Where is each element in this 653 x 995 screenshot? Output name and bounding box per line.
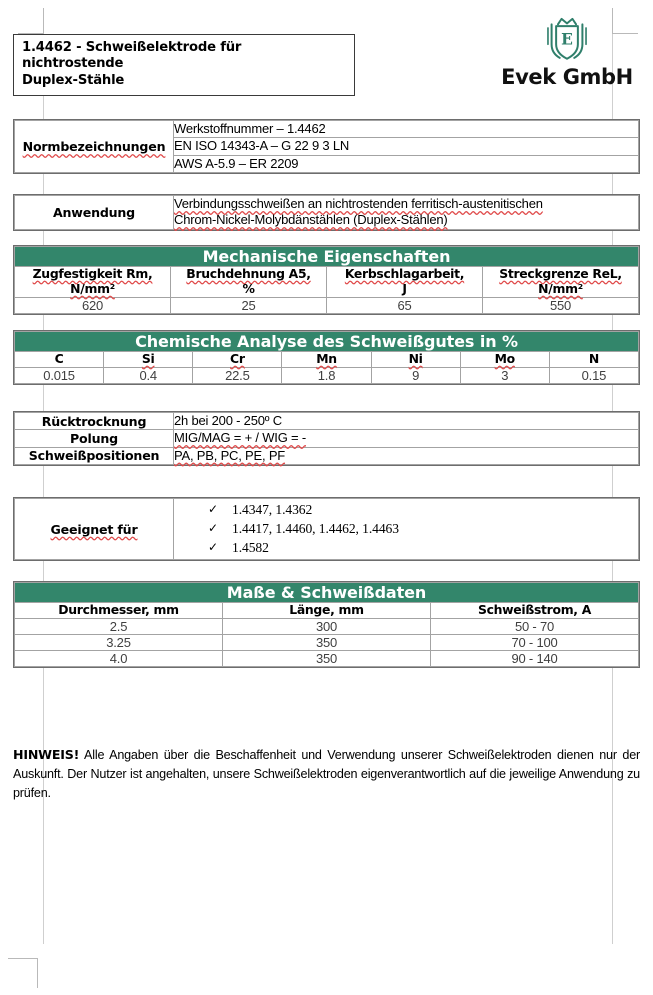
cell-length: 350 [223, 634, 431, 650]
cell-elongation: 25 [171, 297, 327, 313]
cell-element-mn: 1.8 [282, 367, 371, 383]
column-header-tensile-strength: Zugfestigkeit Rm, N/mm² [15, 267, 171, 298]
cell-element-c: 0.015 [15, 367, 104, 383]
notice-prefix: HINWEIS! [13, 747, 80, 762]
checkmark-icon: ✓ [208, 539, 218, 554]
table-row [15, 650, 639, 666]
notice-text [13, 745, 640, 803]
dimensions-heading: Maße & Schweißdaten [15, 583, 639, 603]
norm-designations-label: Normbezeichnungen [15, 121, 174, 173]
table-row [15, 583, 639, 603]
cell-element-cr: 22.5 [193, 367, 282, 383]
checkmark-icon: ✓ [208, 502, 218, 516]
application-value: Verbindungsschweißen an nichtrostenden ferritisch-austenitischen Chrom-Nickel-Molybdänstählen (Duplex-Stählen) [174, 196, 639, 230]
cell-diameter: 3.25 [15, 634, 223, 650]
column-header-impact-energy: Kerbschlagarbeit, J [327, 267, 483, 298]
table-row [15, 618, 639, 634]
norm-designations-value: EN ISO 14343-A – G 22 9 3 LN [174, 138, 639, 155]
cell-element-n: 0.15 [549, 367, 638, 383]
table-row [15, 499, 639, 560]
table-row [15, 196, 639, 230]
row-value-welding-positions: PA, PB, PC, PE, PF [174, 447, 639, 464]
list-item [174, 501, 638, 520]
checkmark-icon: ✓ [208, 520, 218, 535]
cell-length: 300 [223, 618, 431, 634]
list-item-label: 1.4347, 1.4362 [232, 502, 313, 517]
crop-mark-top-left [18, 8, 44, 34]
process-parameters-block [13, 411, 640, 466]
column-header-length: Länge, mm [223, 603, 431, 619]
table-row [15, 267, 639, 298]
dimensions-welding-data-block [13, 581, 640, 668]
table-row [15, 430, 639, 447]
shield-crown-e-logo-icon [538, 8, 596, 66]
table-row [15, 297, 639, 313]
chemical-analysis-heading: Chemische Analyse des Schweißgutes in % [15, 332, 639, 352]
cell-diameter: 2.5 [15, 618, 223, 634]
application-block [13, 194, 640, 231]
list-item [174, 520, 638, 539]
column-header-element-mo: Mo [460, 352, 549, 368]
table-row [15, 603, 639, 619]
cell-element-mo: 3 [460, 367, 549, 383]
column-header-diameter: Durchmesser, mm [15, 603, 223, 619]
mechanical-properties-block [13, 245, 640, 315]
cell-diameter: 4.0 [15, 650, 223, 666]
chemical-analysis-block [13, 330, 640, 385]
list-item-label: 1.4417, 1.4460, 1.4462, 1.4463 [232, 520, 399, 536]
suitable-for-block [13, 497, 640, 561]
table-row [15, 352, 639, 368]
suitable-for-label: Geeignet für [15, 499, 174, 560]
table-row [15, 447, 639, 464]
crop-mark-bottom-left [8, 958, 38, 988]
column-header-element-c: C [15, 352, 104, 368]
page-title-line-1: 1.4462 - Schweißelektrode für nichtrostende [22, 40, 242, 72]
table-row [15, 332, 639, 352]
row-label-redrying: Rücktrocknung [15, 413, 174, 430]
column-header-yield-strength: Streckgrenze ReL, N/mm² [483, 267, 639, 298]
cell-welding-current: 50 - 70 [431, 618, 639, 634]
column-header-element-si: Si [104, 352, 193, 368]
suitable-for-list-cell [174, 499, 639, 560]
mechanical-properties-heading: Mechanische Eigenschaften [15, 247, 639, 267]
column-header-element-ni: Ni [371, 352, 460, 368]
application-label: Anwendung [15, 196, 174, 230]
table-row [15, 247, 639, 267]
column-header-element-cr: Cr [193, 352, 282, 368]
row-label-welding-positions: Schweißpositionen [15, 447, 174, 464]
cell-tensile-strength: 620 [15, 297, 171, 313]
cell-welding-current: 70 - 100 [431, 634, 639, 650]
norm-designations-value: AWS A-5.9 – ER 2209 [174, 155, 639, 172]
row-value-redrying: 2h bei 200 - 250º C [174, 413, 639, 430]
suitable-for-list [174, 499, 638, 559]
cell-length: 350 [223, 650, 431, 666]
notice-body: Alle Angaben über die Beschaffenheit und Verwendung unserer Schweißelektroden dienen nur der Auskunft. Der Nutzer ist angehalten, unsere Schweißelektroden eigenverantwortlich auf die jeweilige Anwendung zu prüfen. [13, 748, 640, 801]
column-header-element-mn: Mn [282, 352, 371, 368]
column-header-welding-current: Schweißstrom, A [431, 603, 639, 619]
column-header-element-n: N [549, 352, 638, 368]
list-item-label: 1.4582 [232, 539, 269, 555]
column-header-elongation: Bruchdehnung A5, % [171, 267, 327, 298]
table-row [15, 367, 639, 383]
norm-designations-block [13, 119, 640, 174]
table-row [15, 634, 639, 650]
svg-text:E: E [561, 30, 573, 49]
cell-element-ni: 9 [371, 367, 460, 383]
brand-logo [497, 8, 637, 88]
cell-impact-energy: 65 [327, 297, 483, 313]
norm-designations-value: Werkstoffnummer – 1.4462 [174, 121, 639, 138]
table-row [15, 413, 639, 430]
brand-name: Evek GmbH [501, 65, 633, 89]
row-label-polarity: Polung [15, 430, 174, 447]
table-row [15, 121, 639, 138]
cell-yield-strength: 550 [483, 297, 639, 313]
row-value-polarity: MIG/MAG = + / WIG = - [174, 430, 639, 447]
page-title [13, 34, 355, 96]
cell-element-si: 0.4 [104, 367, 193, 383]
list-item [174, 539, 638, 558]
cell-welding-current: 90 - 140 [431, 650, 639, 666]
page-title-line-2: Duplex-Stähle [22, 72, 125, 88]
